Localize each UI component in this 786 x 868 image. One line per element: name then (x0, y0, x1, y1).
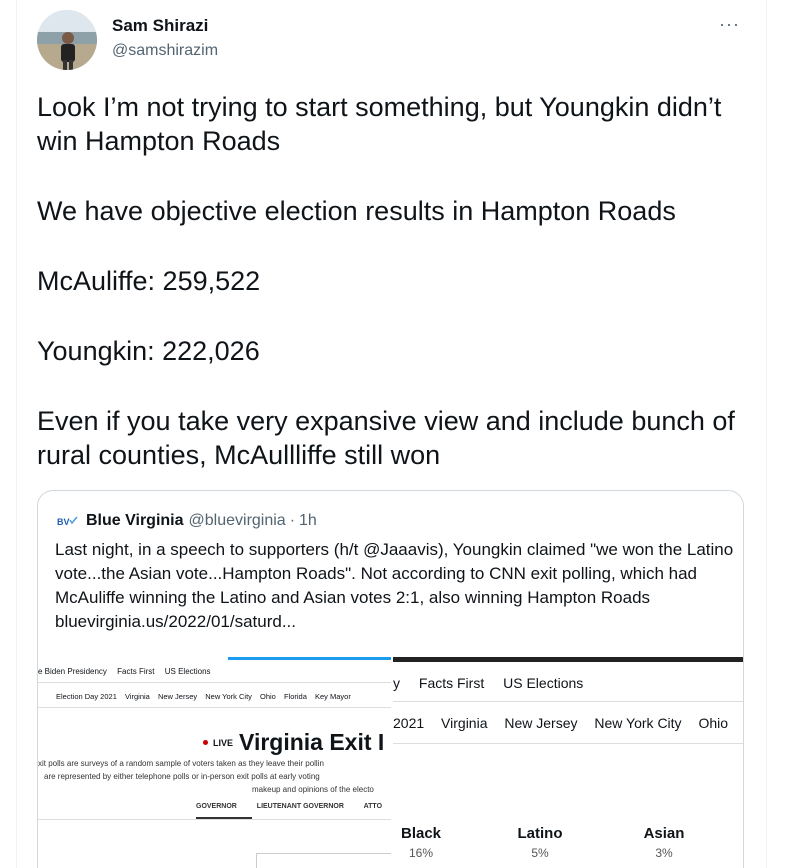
author-avatar[interactable] (37, 10, 97, 70)
nav-item: Facts First (117, 667, 155, 676)
divider (393, 743, 744, 744)
stat-black (393, 825, 466, 860)
quoted-tweet-text: Last night, in a speech to supporters (h/t @Jaaavis), Youngkin claimed "we won the Latino vote...the Asian vote...Hampton Roads". Not according to CNN exit polling, which had McAuliffe winning the Latino and Asian votes 2:1, also winning Hampton Roads bluevirginia.us/2022/01/saturd... (55, 540, 734, 631)
stat-label: Latino (517, 825, 563, 842)
quoted-author-name[interactable]: Blue Virginia (86, 512, 184, 529)
live-headline (203, 729, 384, 756)
stat-label: Asian (643, 825, 685, 842)
nav-item: y (393, 675, 400, 691)
nav-item: New Jersey (157, 692, 198, 701)
top-bar (393, 657, 744, 662)
logo-text: BV (57, 517, 70, 527)
media-image-left[interactable] (38, 657, 391, 868)
tweet-paragraph: We have objective election results in Hampton Roads (37, 196, 676, 226)
nav-item: Facts First (418, 675, 485, 691)
tab-governor: GOVERNOR (196, 803, 237, 810)
blue-virginia-logo-icon (55, 511, 79, 531)
nav-item: US Elections (503, 675, 584, 691)
nav-item: New York City (594, 715, 682, 731)
stat-asian (619, 825, 709, 860)
nav-item: New Jersey (504, 715, 578, 731)
stat-value: 5% (531, 846, 549, 860)
description-line: makeup and opinions of the electo (252, 785, 374, 794)
race-tabs (196, 803, 391, 810)
separator-dot: · (289, 512, 296, 529)
quoted-tweet[interactable] (37, 490, 744, 868)
stat-latino (495, 825, 585, 860)
quoted-media[interactable] (38, 657, 744, 868)
cnn-nav-primary (393, 675, 598, 691)
nav-item: Ohio (260, 692, 276, 701)
stat-label: Black (400, 825, 442, 842)
divider (38, 682, 391, 683)
tab-lieutenant-governor: LIEUTENANT GOVERNOR (256, 803, 344, 810)
description-line: xit polls are surveys of a random sample of voters taken as they leave their pollin (38, 759, 324, 768)
stat-value: 3% (655, 846, 673, 860)
tweet-text (37, 90, 757, 472)
cnn-nav-secondary (56, 692, 357, 701)
author-handle[interactable]: @samshirazim (112, 42, 219, 59)
author-name[interactable]: Sam Shirazi (112, 16, 209, 35)
media-image-right[interactable] (393, 657, 744, 868)
live-label: LIVE (213, 737, 234, 748)
content-box (256, 853, 391, 868)
nav-item: US Elections (164, 667, 211, 676)
accent-bar (228, 657, 391, 660)
divider (393, 701, 744, 702)
nav-item: Key Mayor (314, 692, 351, 701)
cnn-nav-secondary (393, 715, 741, 731)
nav-item: 2021 (393, 715, 425, 731)
divider (38, 707, 391, 708)
nav-item: New York City (205, 692, 252, 701)
quoted-author-handle[interactable]: @bluevirginia (188, 512, 286, 529)
demographic-stats (393, 825, 744, 865)
nav-item: Virginia (124, 692, 150, 701)
cnn-nav-primary (38, 667, 219, 676)
divider (38, 819, 391, 820)
tweet-paragraph: Look I’m not trying to start something, but Youngkin didn’t win Hampton Roads (37, 92, 722, 156)
tweet-paragraph: Youngkin: 222,026 (37, 336, 260, 366)
tab-attorney: ATTO (363, 803, 383, 810)
nav-item: e Biden Presidency (38, 667, 107, 676)
nav-item: Virginia (441, 715, 488, 731)
nav-item: Election Day 2021 (56, 692, 117, 701)
tweet-paragraph: Even if you take very expansive view and include bunch of rural counties, McAullliffe still won (37, 406, 735, 470)
quoted-tweet-header (55, 511, 317, 531)
stat-value: 16% (408, 846, 434, 860)
nav-item: Florida (283, 692, 307, 701)
description-line: are represented by either telephone polls or in-person exit polls at early voting (44, 772, 320, 781)
quoted-timestamp[interactable]: 1h (299, 512, 317, 529)
more-options-icon[interactable]: ··· (719, 14, 740, 34)
nav-item: Ohio (698, 715, 729, 731)
exit-poll-title: Virginia Exit I (239, 729, 385, 755)
tweet-paragraph: McAuliffe: 259,522 (37, 266, 261, 296)
live-dot-icon (203, 740, 208, 745)
